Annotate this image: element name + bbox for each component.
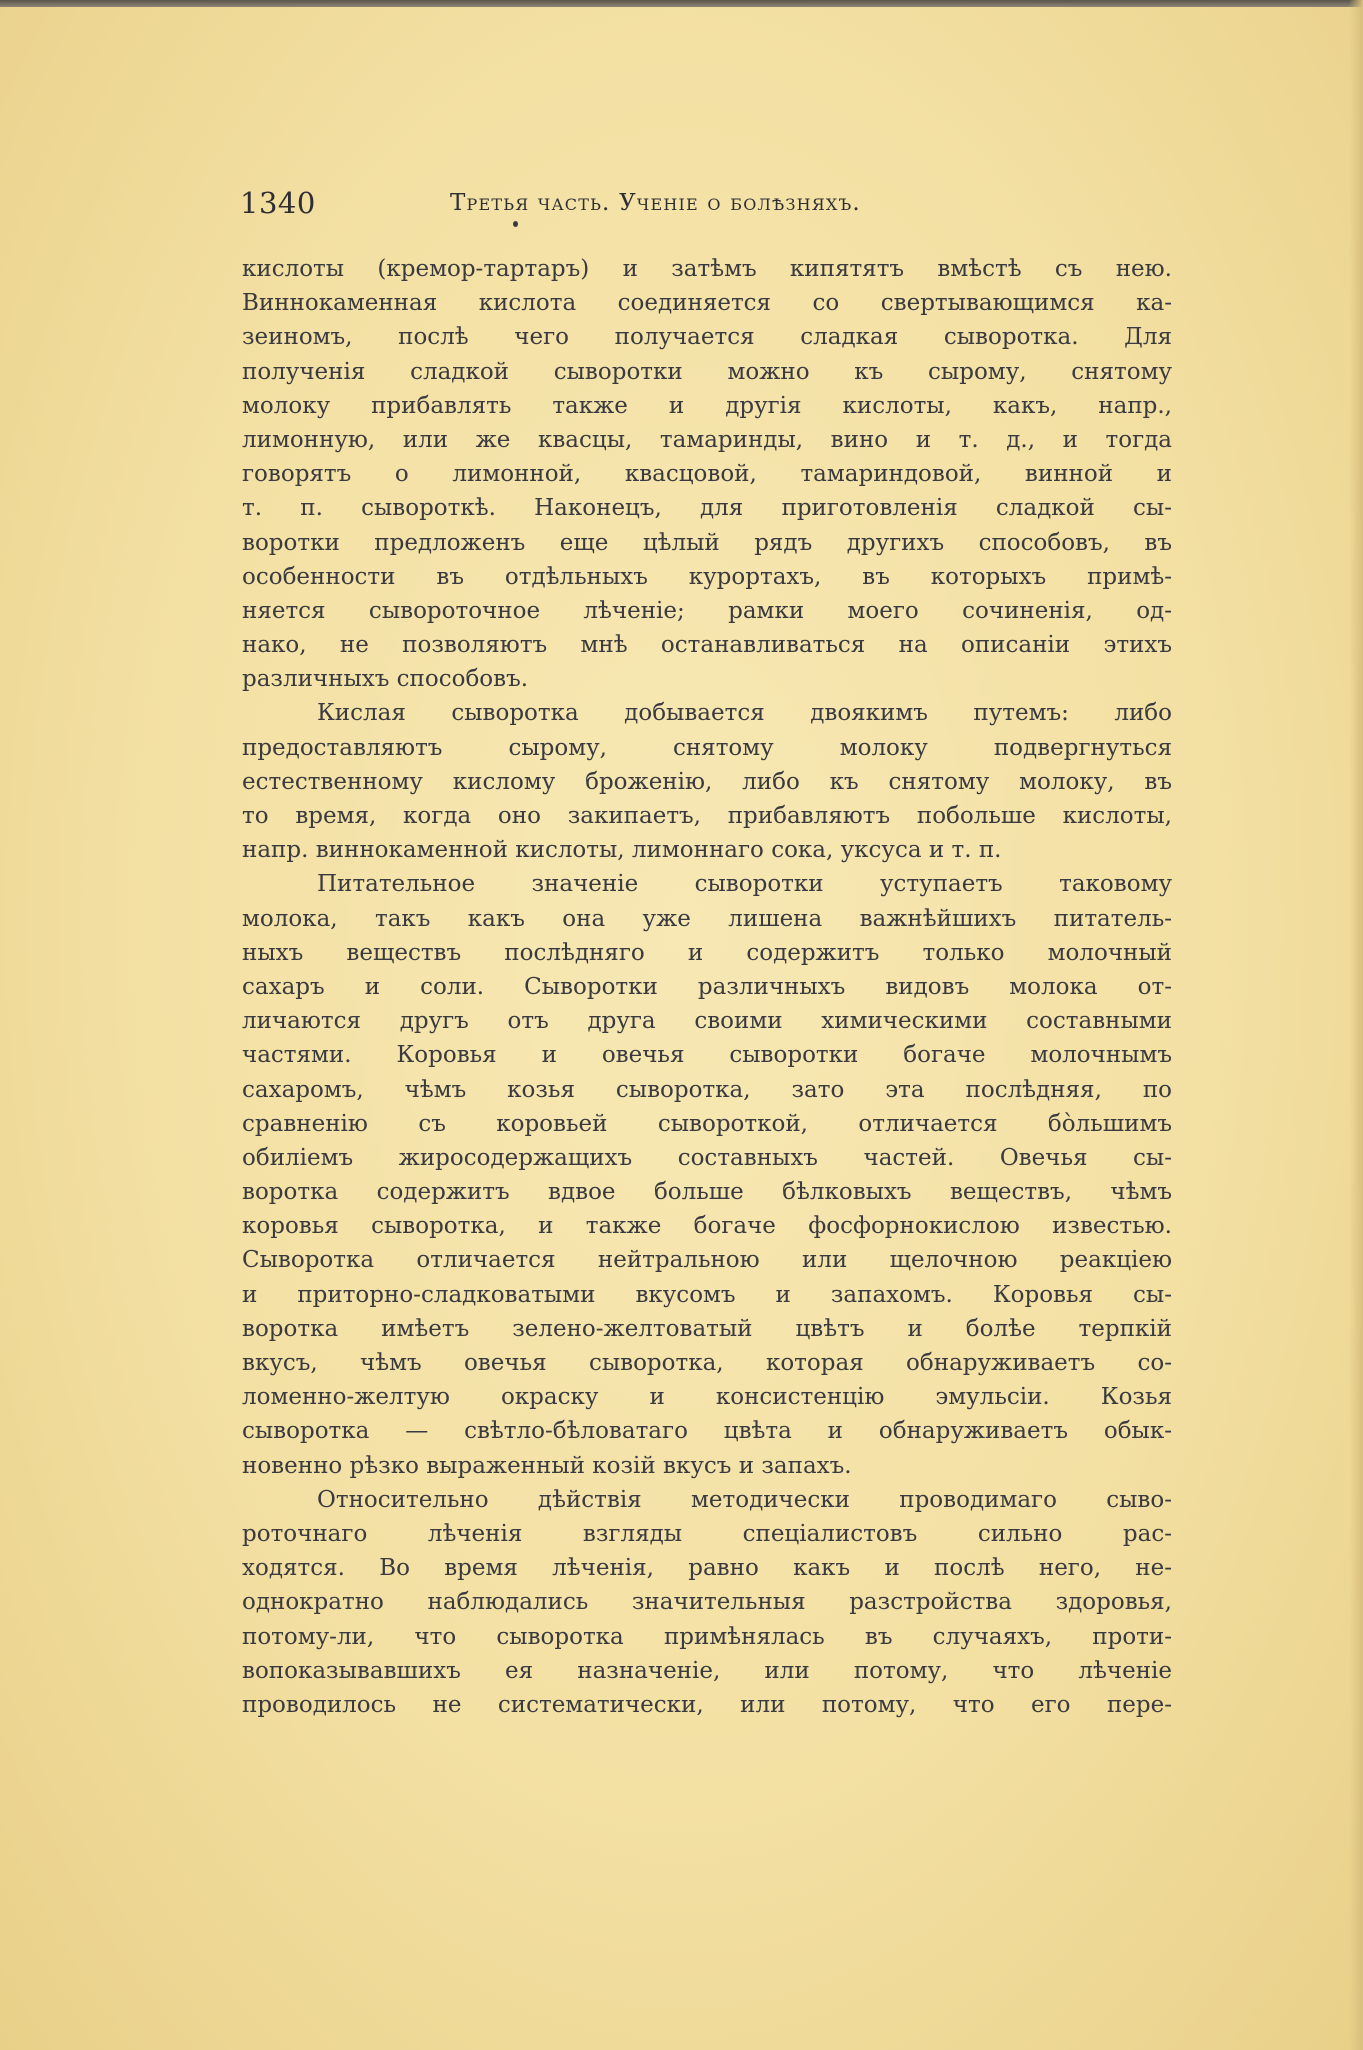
text-line: и приторно-сладковатыми вкусомъ и запахомъ. Коровья сы-: [242, 1281, 1172, 1308]
text-line: различныхъ способовъ.: [242, 666, 529, 693]
page-number: 1340: [240, 186, 316, 220]
text-line: особенности въ отдѣльныхъ курортахъ, въ которыхъ примѣ-: [242, 563, 1172, 590]
text-line: однократно наблюдались значительныя разстройства здоровья,: [242, 1589, 1172, 1616]
text-line: полученія сладкой сыворотки можно къ сырому, снятому: [242, 358, 1172, 385]
text-line: коровья сыворотка, и также богаче фосфорнокислою известью.: [242, 1213, 1172, 1240]
text-line: естественному кислому броженію, либо къ снятому молоку, въ: [242, 768, 1172, 795]
text-line: воротка содержитъ вдвое больше бѣлковыхъ веществъ, чѣмъ: [242, 1179, 1172, 1206]
text-line: нако, не позволяютъ мнѣ останавливаться на описаніи этихъ: [242, 632, 1172, 659]
body-text: [242, 252, 1172, 1722]
text-line: молоку прибавлять также и другія кислоты, какъ, напр.,: [242, 392, 1172, 419]
text-line: воротка имѣетъ зелено-желтоватый цвѣтъ и болѣе терпкій: [242, 1315, 1172, 1342]
text-line: сахаръ и соли. Сыворотки различныхъ видовъ молока от-: [242, 973, 1172, 1000]
text-line: ломенно-желтую окраску и консистенцію эмульсіи. Козья: [242, 1384, 1172, 1411]
page-header: [240, 186, 1170, 226]
text-line: предоставляютъ сырому, снятому молоку подвергнуться: [242, 734, 1172, 761]
text-line: зеиномъ, послѣ чего получается сладкая сыворотка. Для: [242, 324, 1172, 351]
text-line: Виннокаменная кислота соединяется со свертывающимся ка-: [242, 290, 1172, 317]
text-line: воротки предложенъ еще цѣлый рядъ другихъ способовъ, въ: [242, 529, 1172, 556]
text-line: потому-ли, что сыворотка примѣнялась въ случаяхъ, проти-: [242, 1623, 1172, 1650]
text-line: лимонную, или же квасцы, тамаринды, вино и т. д., и тогда: [242, 426, 1172, 453]
scan-top-border: [0, 0, 1363, 7]
text-line: новенно рѣзко выраженный козій вкусъ и запахъ.: [242, 1452, 852, 1479]
text-line: вкусъ, чѣмъ овечья сыворотка, которая обнаруживаетъ со-: [242, 1350, 1172, 1376]
text-line: няется сывороточное лѣченіе; рамки моего сочиненія, од-: [242, 597, 1172, 624]
text-line: сравненію съ коровьей сывороткой, отличается бо̀льшимъ: [242, 1110, 1172, 1137]
text-line: роточнаго лѣченія взгляды спеціалистовъ сильно рас-: [242, 1520, 1172, 1547]
text-line: Питательное значеніе сыворотки уступаетъ таковому: [317, 871, 1172, 898]
text-line: ныхъ веществъ послѣдняго и содержитъ только молочный: [242, 939, 1172, 966]
text-line: сыворотка — свѣтло-бѣловатаго цвѣта и обнаруживаетъ обык-: [242, 1418, 1172, 1445]
text-line: Кислая сыворотка добывается двоякимъ путемъ: либо: [317, 700, 1172, 727]
text-line: Относительно дѣйствія методически проводимаго сыво-: [317, 1486, 1172, 1513]
text-line: кислоты (кремор-тартаръ) и затѣмъ кипятятъ вмѣстѣ съ нею.: [242, 256, 1172, 282]
text-line: сахаромъ, чѣмъ козья сыворотка, зато эта послѣдняя, по: [242, 1076, 1172, 1103]
text-line: говорятъ о лимонной, квасцовой, тамариндовой, винной и: [242, 461, 1172, 488]
scan-right-edge: [1349, 0, 1363, 2050]
text-line: вопоказывавшихъ ея назначеніе, или потому, что лѣченіе: [242, 1657, 1172, 1684]
text-line: Сыворотка отличается нейтральною или щелочною реакціею: [242, 1247, 1172, 1274]
text-line: частями. Коровья и овечья сыворотки богаче молочнымъ: [242, 1042, 1172, 1069]
text-line: ходятся. Во время лѣченія, равно какъ и послѣ него, не-: [242, 1555, 1172, 1582]
text-line: обиліемъ жиросодержащихъ составныхъ частей. Овечья сы-: [242, 1144, 1172, 1171]
text-line: личаются другъ отъ друга своими химическими составными: [242, 1008, 1172, 1035]
ink-dot: [513, 221, 518, 227]
text-line: напр. виннокаменной кислоты, лимоннаго сока, уксуса и т. п.: [242, 837, 1002, 864]
text-line: то время, когда оно закипаетъ, прибавляютъ побольше кислоты,: [242, 803, 1172, 829]
text-line: т. п. сывороткѣ. Наконецъ, для приготовленія сладкой сы-: [242, 495, 1172, 522]
text-line: проводилось не систематически, или потому, что его пере-: [242, 1691, 1172, 1718]
text-line: молока, такъ какъ она уже лишена важнѣйшихъ питатель-: [242, 905, 1172, 932]
running-head: Третья часть. Ученіе о болѣзняхъ.: [450, 190, 861, 216]
